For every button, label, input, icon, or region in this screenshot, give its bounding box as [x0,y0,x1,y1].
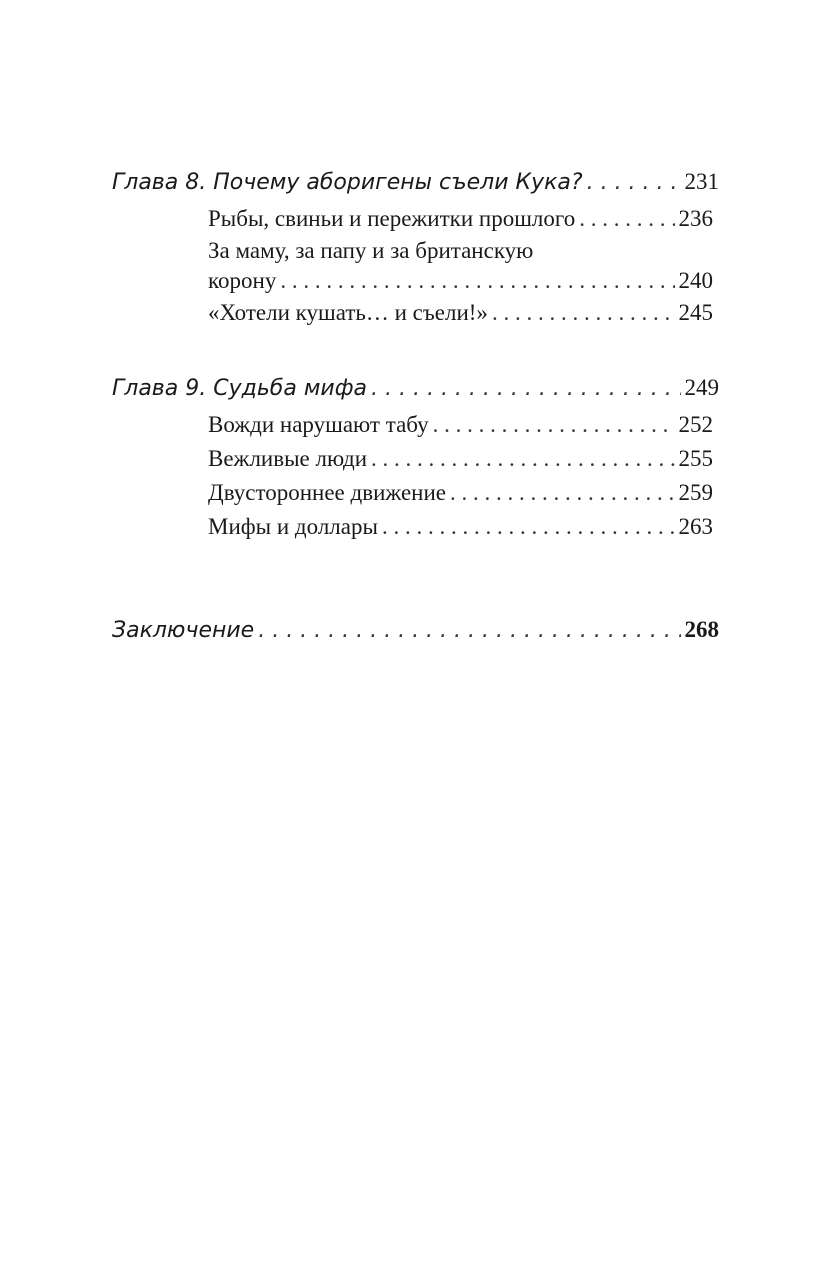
toc-section[interactable] [112,408,719,442]
dot-leader [371,442,674,476]
section-title: Вожди нарушают табу [208,412,429,437]
page-number: 252 [678,412,713,437]
dot-leader [280,266,674,296]
toc-section[interactable] [112,476,719,510]
page-number: 231 [684,169,719,194]
chapter-title: Глава 9. Судьба мифа [112,376,368,401]
page-number: 263 [678,514,713,539]
page-number: 249 [684,375,719,400]
section-title-line-1: За маму, за папу и за британскую [208,238,534,263]
section-title: Мифы и доллары [208,514,378,539]
dot-leader [258,611,680,651]
page-number: 236 [678,206,713,231]
dot-leader [587,163,681,203]
conclusion-title: Заключение [112,618,255,643]
toc-section[interactable] [112,296,719,330]
dot-leader [579,202,674,236]
toc-chapter-8[interactable] [112,162,719,202]
page-number: 268 [684,617,719,642]
dot-leader [450,476,675,510]
dot-leader [492,296,675,330]
chapter-title: Глава 8. Почему аборигены съели Кука? [112,170,583,195]
page-number: 255 [678,446,713,471]
page-number: 245 [678,300,713,325]
toc-section[interactable] [112,236,719,296]
toc-section[interactable] [112,510,719,544]
section-title: Рыбы, свиньи и пережитки прошлого [208,206,576,231]
toc-chapter-9[interactable] [112,368,719,408]
dot-leader [371,369,680,409]
toc-conclusion[interactable] [112,610,719,650]
page-number: 240 [678,268,713,293]
dot-leader [382,510,675,544]
section-title: «Хотели кушать… и съели!» [208,300,488,325]
toc-section[interactable] [112,202,719,236]
section-title: Двустороннее движение [208,480,446,505]
page-number: 259 [678,480,713,505]
section-title-line-2: корону [208,268,277,293]
toc-section[interactable] [112,442,719,476]
dot-leader [433,408,675,442]
table-of-contents [112,162,719,650]
section-title: Вежливые люди [208,446,368,471]
